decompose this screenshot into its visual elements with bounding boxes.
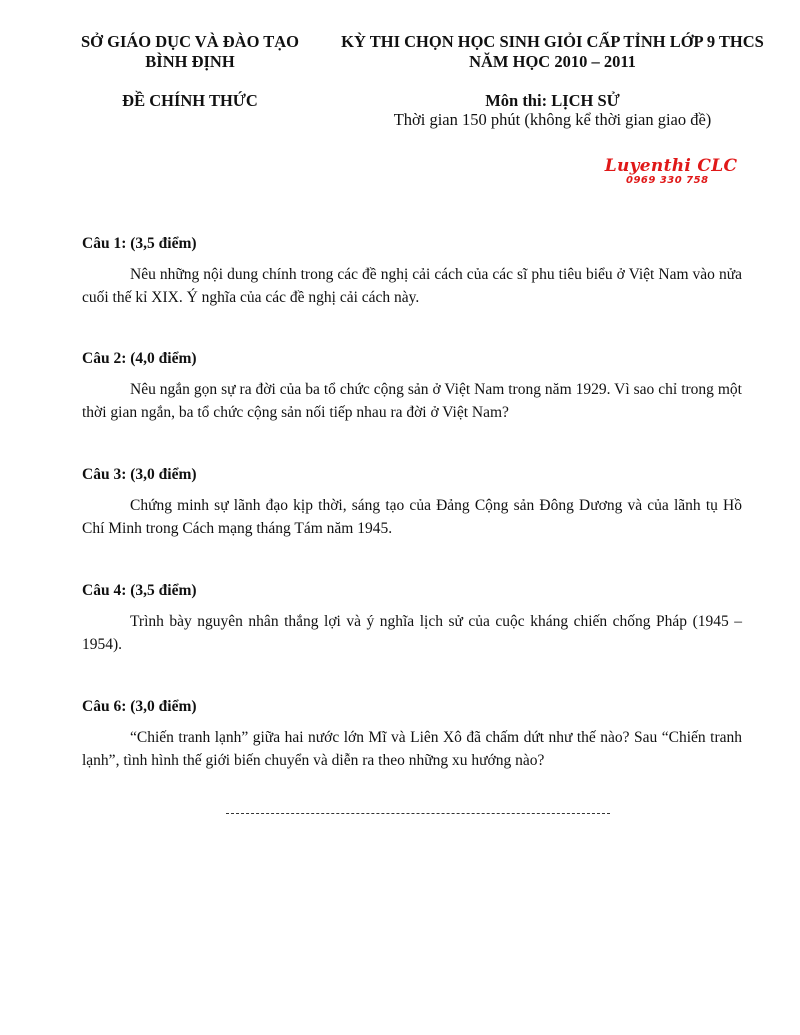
question-body: Chứng minh sự lãnh đạo kịp thời, sáng tạo của Đảng Cộng sản Đông Dương và của lãnh tụ Hồ Chí Minh trong Cách mạng tháng Tám năm 1945.: [82, 497, 742, 537]
department-name: SỞ GIÁO DỤC VÀ ĐÀO TẠO: [80, 32, 300, 51]
question-title: Câu 4: (3,5 điểm): [82, 582, 197, 599]
question-6: [82, 697, 742, 772]
question-3: [82, 465, 742, 540]
watermark-logo: [596, 157, 746, 186]
school-year: NĂM HỌC 2010 – 2011: [469, 52, 636, 71]
question-title: Câu 2: (4,0 điểm): [82, 350, 197, 367]
question-body: Nêu ngắn gọn sự ra đời của ba tổ chức cộng sản ở Việt Nam trong năm 1929. Vì sao chỉ trong một thời gian ngắn, ba tổ chức cộng sản nối tiếp nhau ra đời ở Việt Nam?: [82, 381, 742, 421]
question-title: Câu 3: (3,0 điểm): [82, 466, 197, 483]
question-2: [82, 349, 742, 424]
end-divider: [226, 813, 610, 814]
exam-title: KỲ THI CHỌN HỌC SINH GIỎI CẤP TỈNH LỚP 9 THCS: [341, 32, 764, 51]
question-body: Nêu những nội dung chính trong các đề nghị cải cách của các sĩ phu tiêu biểu ở Việt Nam vào nửa cuối thế kỉ XIX. Ý nghĩa của các đề nghị cải cách này.: [82, 266, 742, 306]
exam-duration: Thời gian 150 phút (không kể thời gian giao đề): [393, 110, 712, 129]
question-4: [82, 581, 742, 656]
province-name: BÌNH ĐỊNH: [145, 52, 235, 71]
watermark-title: Luyenthi CLC: [604, 156, 738, 176]
question-body: Trình bày nguyên nhân thắng lợi và ý nghĩa lịch sử của cuộc kháng chiến chống Pháp (1945 – 1954).: [82, 613, 742, 653]
question-title: Câu 1: (3,5 điểm): [82, 235, 197, 252]
question-title: Câu 6: (3,0 điểm): [82, 698, 197, 715]
official-exam-label: ĐỀ CHÍNH THỨC: [122, 91, 258, 110]
question-body: “Chiến tranh lạnh” giữa hai nước lớn Mĩ và Liên Xô đã chấm dứt như thế nào? Sau “Chiến tranh lạnh”, tình hình thế giới biến chuyển và diễn ra theo những xu hướng nào?: [82, 729, 742, 769]
watermark-phone: 0969 330 758: [626, 175, 709, 186]
question-1: [82, 234, 742, 309]
exam-subject: Môn thi: LỊCH SỬ: [485, 91, 620, 110]
